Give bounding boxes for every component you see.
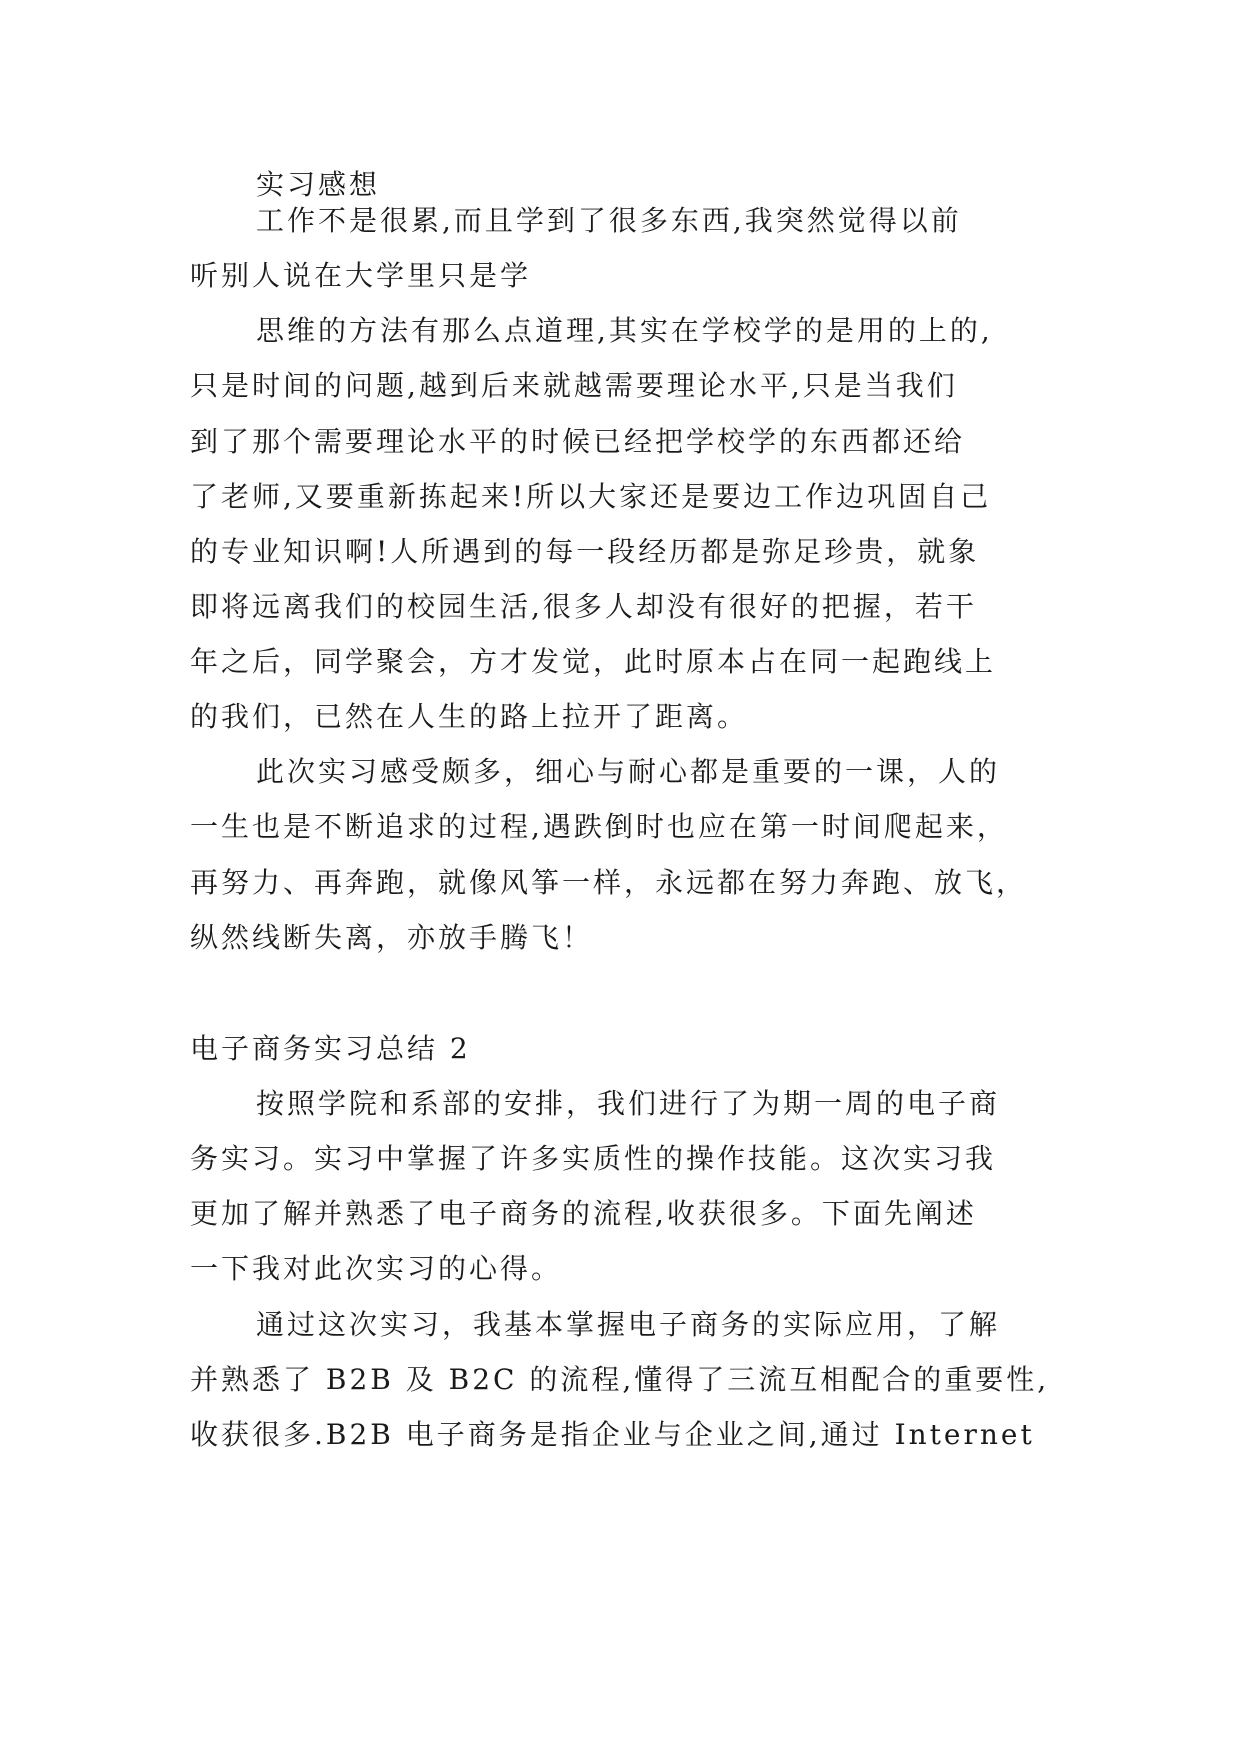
paragraph-line: 即将远离我们的校园生活,很多人却没有很好的把握，若干 [190,590,977,623]
paragraph-line: 按照学院和系部的安排，我们进行了为期一周的电子商 [256,1087,1001,1120]
paragraph-line: 更加了解并熟悉了电子商务的流程,收获很多。下面先阐述 [190,1197,977,1230]
paragraph-line: 了老师,又要重新拣起来!所以大家还是要边工作边巩固自己 [190,480,992,513]
paragraph-line: 的我们，已然在人生的路上拉开了距离。 [190,700,749,733]
section-heading: 实习感想 [256,168,381,201]
paragraph-line: 再努力、再奔跑，就像风筝一样，永远都在努力奔跑、放飞， [190,866,1028,899]
paragraph-line: 只是时间的问题,越到后来就越需要理论水平,只是当我们 [190,369,958,402]
paragraph-line: 并熟悉了 B2B 及 B2C 的流程,懂得了三流互相配合的重要性, [190,1363,1050,1396]
paragraph-line: 收获很多.B2B 电子商务是指企业与企业之间,通过 Internet [190,1418,1035,1451]
paragraph-line: 听别人说在大学里只是学 [190,259,532,292]
paragraph-line: 务实习。实习中掌握了许多实质性的操作技能。这次实习我 [190,1142,997,1175]
paragraph-line: 的专业知识啊!人所遇到的每一段经历都是弥足珍贵，就象 [190,535,980,568]
paragraph-line: 一下我对此次实习的心得。 [190,1252,563,1285]
paragraph-line: 一生也是不断追求的过程,遇跌倒时也应在第一时间爬起来， [190,810,1008,843]
paragraph-line: 通过这次实习，我基本掌握电子商务的实际应用，了解 [256,1308,1001,1341]
paragraph-line: 工作不是很累,而且学到了很多东西,我突然觉得以前 [256,204,962,237]
paragraph-line: 纵然线断失离，亦放手腾飞！ [190,921,594,954]
paragraph-line: 到了那个需要理论水平的时候已经把学校学的东西都还给 [190,425,966,458]
section-heading: 电子商务实习总结 2 [190,1032,471,1065]
paragraph-line: 思维的方法有那么点道理,其实在学校学的是用的上的, [256,314,993,347]
paragraph-line: 年之后，同学聚会，方才发觉，此时原本占在同一起跑线上 [190,645,997,678]
paragraph-line: 此次实习感受颇多，细心与耐心都是重要的一课，人的 [256,755,1001,788]
